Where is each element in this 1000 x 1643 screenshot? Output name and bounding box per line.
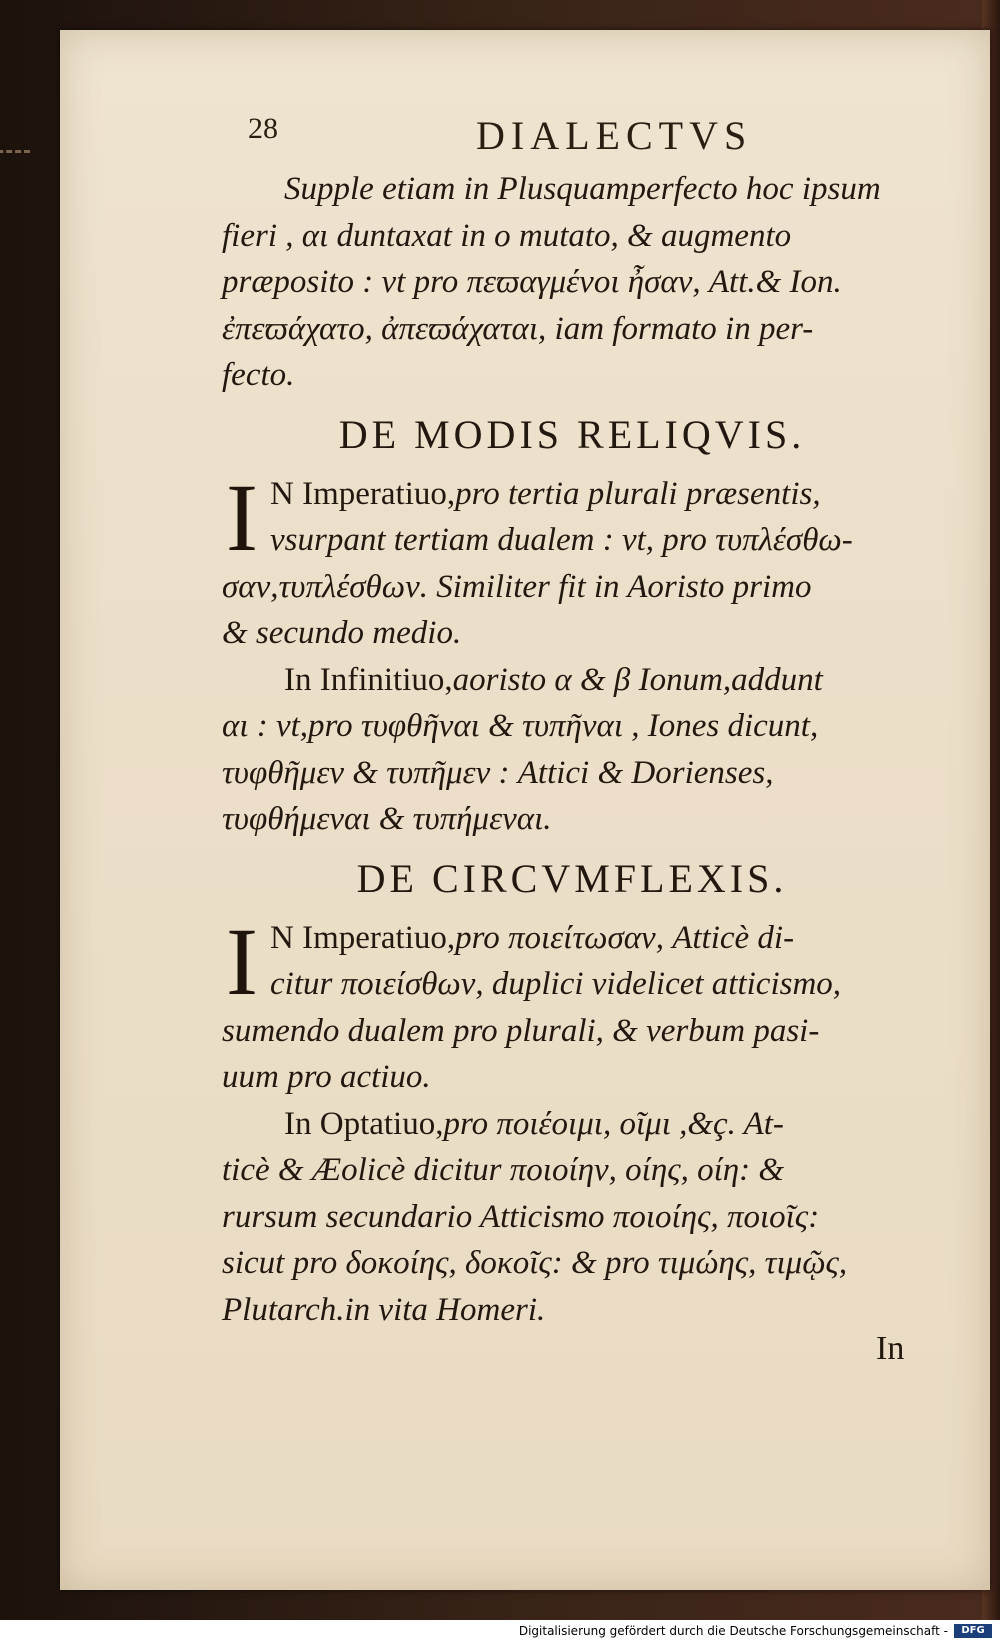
drop-cap: I [226, 463, 258, 571]
text-line: citur ποιείσθων, duplici videlicet atticismo, [270, 966, 842, 1002]
text-line: rursum secundario Atticismo ποιοίης, ποιοῖς: [222, 1198, 820, 1235]
line-continuation: aoristo α & β Ionum,addunt [452, 661, 823, 698]
page-number: 28 [248, 112, 278, 145]
text-line: τυφθήμεναι & τυπήμεναι. [222, 801, 552, 837]
text-line: fecto. [222, 357, 295, 393]
page-body [222, 166, 922, 1333]
drop-cap: I [226, 907, 258, 1015]
page-header [248, 112, 768, 172]
line-opening: N Imperatiuo, [270, 919, 456, 956]
text-line [222, 471, 922, 518]
text-line: ticè & Æolicè dicitur ποιοίην, οίης, οίη: & [222, 1152, 785, 1188]
text-line: Supple etiam in Plusquamperfecto hoc ipsum [284, 171, 881, 207]
line-continuation: pro ποιέοιμι, οῖμι ,&ç. At- [443, 1105, 784, 1142]
line-continuation: pro ποιείτωσαν, Atticè di- [455, 919, 795, 956]
running-title: DIALECTVS [476, 113, 753, 158]
opening-passage [222, 166, 922, 399]
text-line [222, 657, 922, 704]
dfg-logo: DFG [954, 1624, 992, 1638]
text-line: fieri , αι duntaxat in ο mutato, & augmento [222, 217, 792, 254]
paragraph-optatiuo [222, 1101, 922, 1334]
paragraph-infinitiuo [222, 657, 922, 843]
text-line: præposito : vt pro πεϖαγμένοι ἦσαν, Att.& Ion. [222, 264, 842, 300]
text-line: sicut pro δοκοίης, δοκοῖς: & pro τιμώης, τιμῷς, [222, 1245, 848, 1281]
text-line: vsurpant tertiam dualem : vt, pro τυπλέσθω- [270, 522, 853, 558]
text-line [222, 1101, 922, 1148]
text-line: & secundo medio. [222, 615, 462, 651]
text-line: Plutarch.in vita Homeri. [222, 1291, 546, 1328]
line-continuation: pro tertia plurali præsentis, [455, 475, 821, 512]
text-line: τυφθῆμεν & τυπῆμεν : Attici & Dorienses, [222, 754, 774, 791]
section-heading-modis: DE MODIS RELIQVIS. [338, 411, 806, 457]
paragraph-imperatiuo-circumflex [222, 907, 922, 1101]
header-rule [0, 150, 30, 153]
text-line: ἐπεϖάχατο, ἀπεϖάχαται, iam formato in per- [222, 310, 814, 347]
catchword: In [876, 1330, 905, 1367]
line-opening: N Imperatiuo, [270, 475, 456, 512]
funding-credit: Digitalisierung gefördert durch die Deutsche Forschungsgemeinschaft - [518, 1624, 948, 1638]
text-line: uum pro actiuo. [222, 1059, 431, 1095]
text-line: σαν,τυπλέσθων. Similiter fit in Aoristo primo [222, 568, 812, 605]
line-opening: In Optatiuo, [284, 1105, 444, 1142]
section-heading-circumflexis: DE CIRCVMFLEXIS. [356, 855, 788, 901]
paragraph-imperatiuo [222, 463, 922, 657]
text-line: sumendo dualem pro plurali, & verbum pasi- [222, 1012, 820, 1049]
digitization-footer [0, 1620, 1000, 1643]
text-line [222, 915, 922, 962]
line-opening: In Infinitiuo, [284, 661, 453, 698]
text-line: αι : vt,pro τυφθῆναι & τυπῆναι , Iones dicunt, [222, 708, 819, 744]
